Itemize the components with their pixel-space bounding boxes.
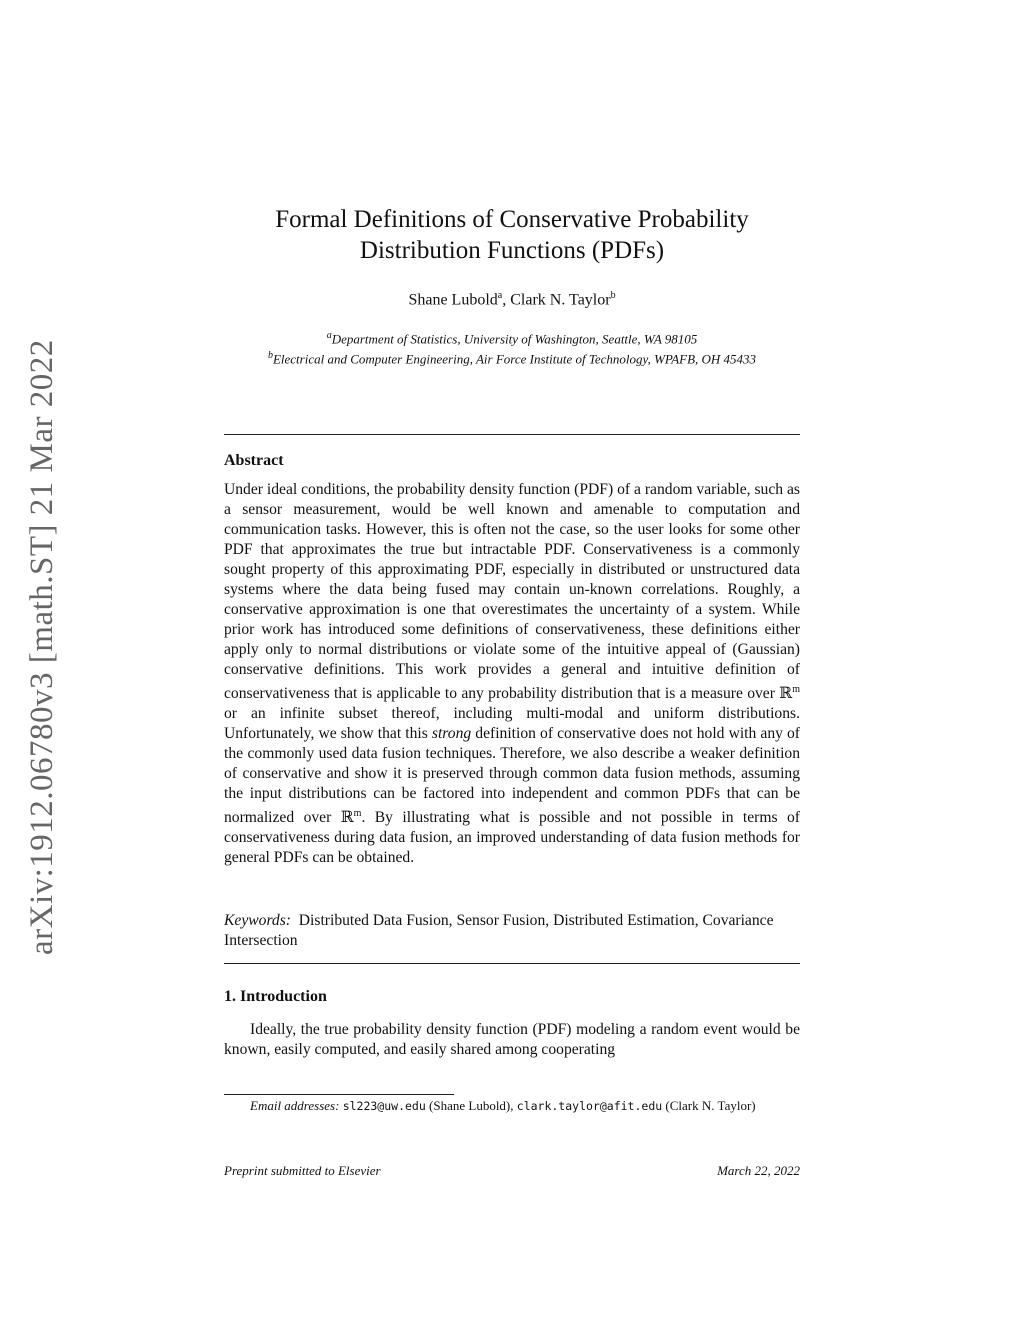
footnote-rule [224,1094,454,1095]
email-1[interactable]: sl223@uw.edu [342,1099,426,1113]
author-1: Shane Lubold [408,291,498,309]
keywords-text: Distributed Data Fusion, Sensor Fusion, Distributed Estimation, Covariance Intersection [224,912,774,949]
abstract-part-4: . By illustrating what is possible and not possible in terms of conservativeness during data fusion, an improved understanding of data fusion methods for general PDFs can be obtained. [224,809,800,867]
affiliation-b-text: Electrical and Computer Engineering, Air Force Institute of Technology, WPAFB, OH 45433 [272,351,757,367]
abstract-sup-2: m [353,808,362,820]
keywords [224,911,800,951]
introduction-paragraph: Ideally, the true probability density function (PDF) modeling a random event would be known, easily computed, and easily shared among cooperating [224,1021,800,1058]
preprint-left: Preprint submitted to Elsevier [224,1163,381,1178]
abstract-heading: Abstract [224,452,284,469]
arxiv-id: arXiv:1912.06780v3 [math.ST] 21 Mar 2022 [24,339,60,955]
footnote-label: Email addresses: [250,1098,340,1113]
abstract-part-2: or an infinite subset thereof, including multi-modal and uniform distributions. Unfortunately, we show that this [224,705,800,743]
abstract-part-1: Under ideal conditions, the probability density function (PDF) of a random variable, such as a sensor measurement, would be well known and amenable to computation and communication tasks. However, this is often not the case, so the user looks for some other PDF that approximates the true but intractable PDF. Conservativeness is a commonly sought property of this approximating PDF, especially in distributed or unstructured data systems where the data being fused may contain un-known correlations. Roughly, a conservative approximation is one that overestimates the uncertainty of a system. While prior work has introduced some definitions of conservativeness, these definitions either apply only to normal distributions or violate some of the intuitive appeal of (Gaussian) conservative definitions. This work provides a general and intuitive definition of conservativeness that is applicable to any probability distribution that is a measure over ℝ [224,481,800,703]
abstract-part-3: definition of conservative does not hold with any of the commonly used data fusion techniques. Therefore, we also describe a weaker definition of conservative and show it is preserved through common data fusion methods, assuming the input distributions can be factored into independent and common PDFs that can be normalized over ℝ [224,725,801,827]
keywords-label: Keywords: [224,912,291,929]
abstract-body [224,480,800,868]
section-heading-introduction: 1. Introduction [224,988,327,1005]
author-2-sup: b [610,290,616,301]
footnote-name-1: (Shane Lubold), [425,1098,517,1113]
abstract-sup-1: m [792,684,800,695]
abstract-bottom-rule [224,963,800,964]
affiliation-a-text: Department of Statistics, University of Washington, Seattle, WA 98105 [331,331,698,347]
title-line-2: Distribution Functions (PDFs) [359,237,665,264]
abstract-emphasis: strong [431,725,472,743]
paper-title [224,204,800,266]
arxiv-sidebar [12,335,72,955]
author-1-sup: a [497,290,503,301]
preprint-date: March 22, 2022 [717,1163,800,1178]
author-2: Clark N. Taylor [510,291,611,309]
author-separator: , [502,291,511,309]
authors [224,290,800,309]
affiliation-a-sup: a [326,330,332,341]
footnote-name-2: (Clark N. Taylor) [662,1098,756,1113]
abstract-top-rule [224,434,800,435]
email-2[interactable]: clark.taylor@afit.edu [516,1099,663,1113]
affiliation-b [224,347,800,367]
footnote [224,1097,800,1115]
affiliations [224,327,800,368]
title-line-1: Formal Definitions of Conservative Probability [275,206,749,233]
affiliation-b-sup: b [267,350,273,362]
preprint-footer [224,1163,800,1179]
affiliation-a [224,327,800,347]
